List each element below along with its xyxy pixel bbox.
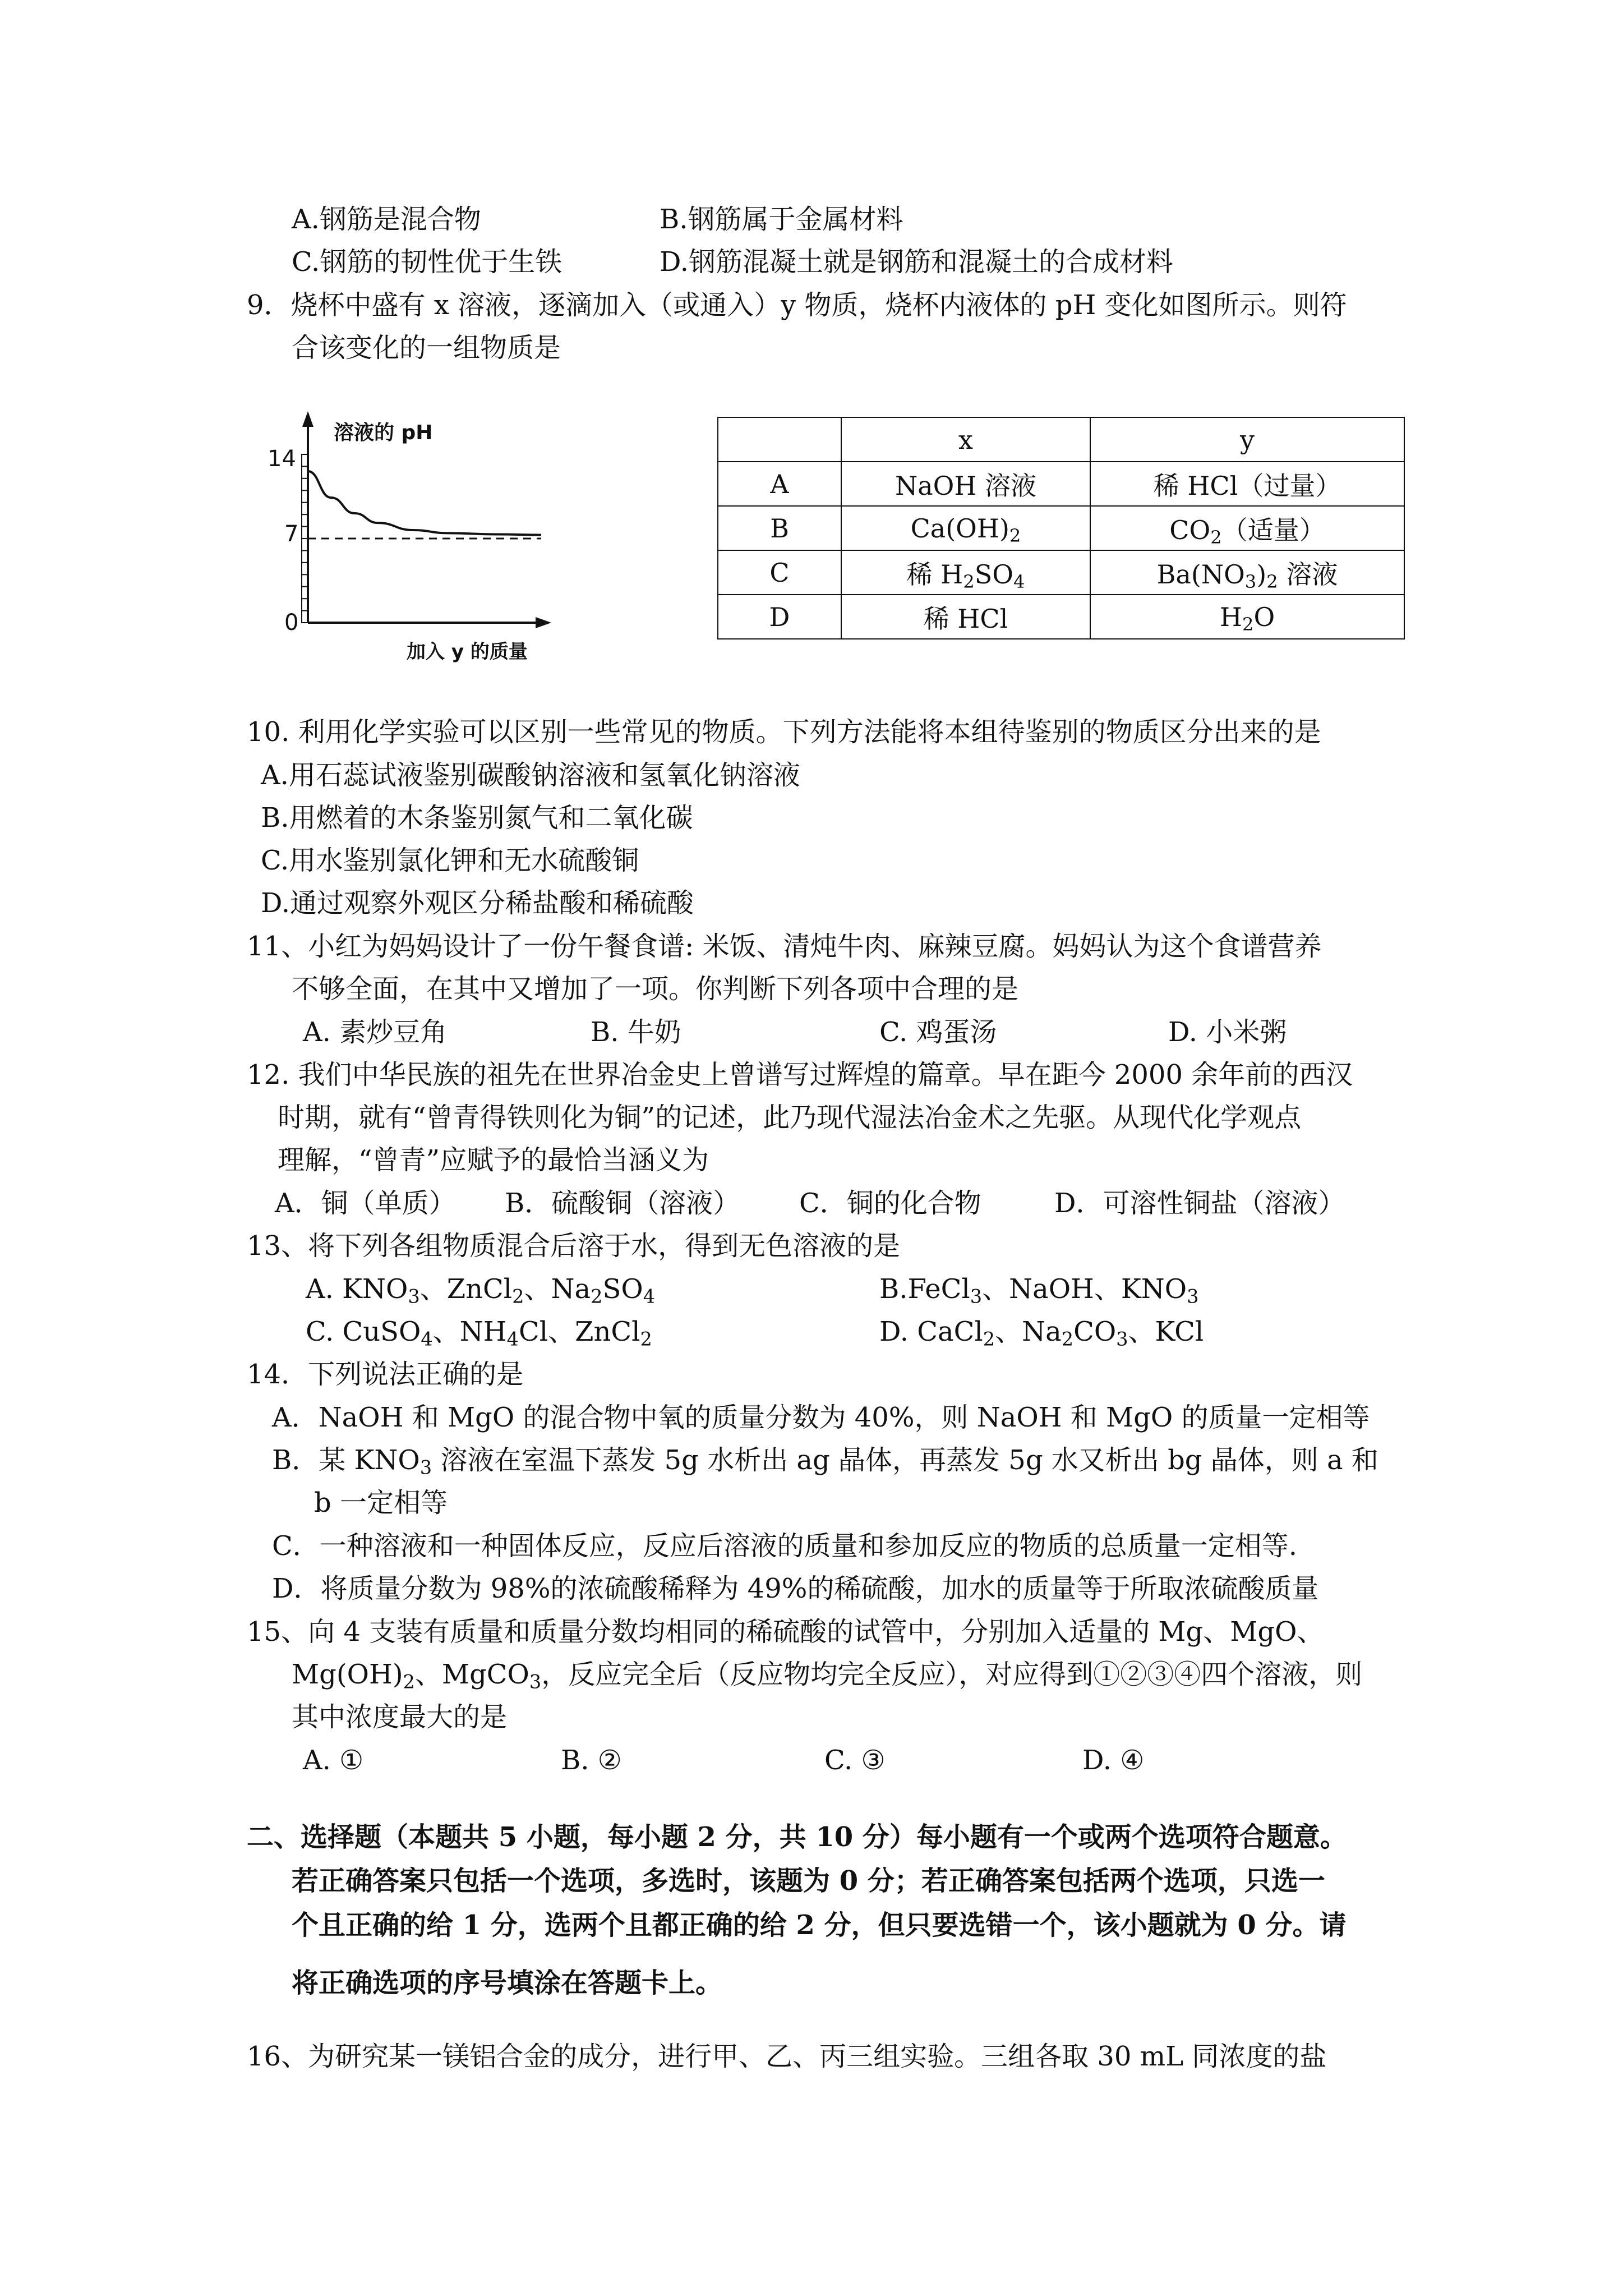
ph-chart-xlabel: 加入 y 的质量	[407, 641, 528, 663]
q12-option-c: C．铜的化合物	[799, 1188, 981, 1219]
table-row-key: C	[718, 550, 841, 595]
table-cell-y: $CO_2$（适量）	[1090, 506, 1404, 550]
table-row	[718, 550, 1404, 595]
ph-chart-series-line	[308, 471, 541, 535]
q13-option-b: B.FeCl$_3$、NaOH、$KNO_3$	[879, 1273, 1199, 1308]
q14-option-b-line2: b 一定相等	[314, 1487, 448, 1519]
q14-option-b-line1: B．某 $KNO_3$ 溶液在室温下蒸发 5g 水析出 ag 晶体，再蒸发 5g 水又析出 bg 晶体，则 a 和	[272, 1444, 1378, 1479]
q15-option-c: C. ③	[824, 1745, 886, 1776]
q15-option-a: A. ①	[303, 1745, 364, 1776]
table-row-key: D	[718, 595, 841, 639]
q11-stem-line1: 11、小红为妈妈设计了一份午餐食谱: 米饭、清炖牛肉、麻辣豆腐。妈妈认为这个食谱营养	[247, 931, 1322, 962]
section2-heading-line2: 若正确答案只包括一个选项，多选时，该题为 0 分；若正确答案包括两个选项，只选一	[292, 1865, 1325, 1897]
q11-option-c: C. 鸡蛋汤	[879, 1016, 997, 1048]
ph-chart-y-arrow	[302, 411, 313, 427]
ph-chart	[238, 407, 575, 665]
q14-option-c: C．一种溶液和一种固体反应，反应后溶液的质量和参加反应的物质的总质量一定相等.	[272, 1530, 1297, 1562]
table-cell-y: 稀 HCl（过量）	[1090, 462, 1404, 506]
q10-option-a: A.用石蕊试液鉴别碳酸钠溶液和氢氧化钠溶液	[261, 760, 800, 791]
q10-option-b: B.用燃着的木条鉴别氮气和二氧化碳	[261, 802, 693, 834]
ph-chart-x-arrow	[536, 617, 551, 628]
q11-stem-line2: 不够全面，在其中又增加了一项。你判断下列各项中合理的是	[292, 973, 1019, 1005]
q14-option-d: D．将质量分数为 98%的浓硫酸稀释为 49%的稀硫酸，加水的质量等于所取浓硫酸质量	[272, 1573, 1319, 1604]
q13-option-a: A. $KNO_3$、ZnCl$_2$、$Na_2SO_4$	[306, 1273, 656, 1308]
q15-stem-line3: 其中浓度最大的是	[292, 1701, 508, 1733]
ph-chart-ytick-0: 0	[284, 610, 299, 636]
q12-stem-line3: 理解，“曾青”应赋予的最恰当涵义为	[278, 1144, 709, 1176]
ph-chart-ytick-14: 14	[268, 446, 296, 472]
q11-option-b: B. 牛奶	[591, 1016, 681, 1048]
q10-stem: 10. 利用化学实验可以区别一些常见的物质。下列方法能将本组待鉴别的物质区分出来的是	[247, 716, 1321, 748]
ph-chart-ylabel: 溶液的 pH	[334, 421, 433, 444]
q9-stem-line2: 合该变化的一组物质是	[292, 332, 561, 364]
table-cell-y: $Ba(NO_3)_2$ 溶液	[1090, 550, 1404, 595]
q14-stem: 14．下列说法正确的是	[247, 1359, 524, 1390]
q8-option-c: C.钢筋的韧性优于生铁	[292, 246, 562, 278]
q8-option-a: A.钢筋是混合物	[292, 204, 481, 235]
q8-option-b: B.钢筋属于金属材料	[660, 204, 903, 235]
table-header-y: y	[1090, 417, 1404, 462]
section2-heading-line1: 二、选择题（本题共 5 小题，每小题 2 分，共 10 分）每小题有一个或两个选项符合题意。	[247, 1821, 1347, 1853]
q12-option-a: A．铜（单质）	[275, 1188, 456, 1219]
table-row-key: B	[718, 506, 841, 550]
q13-stem: 13、将下列各组物质混合后溶于水，得到无色溶液的是	[247, 1230, 901, 1262]
table-header-cell	[718, 417, 841, 462]
q12-option-d: D．可溶性铜盐（溶液）	[1054, 1188, 1345, 1219]
table-cell-y: $H_2O$	[1090, 595, 1404, 639]
table-cell-x: $Ca(OH)_2$	[841, 506, 1090, 550]
table-header-x: x	[841, 417, 1090, 462]
q13-option-c: C. CuSO$_4$、$NH_4Cl$、ZnCl$_2$	[306, 1316, 652, 1350]
q15-option-d: D. ④	[1082, 1745, 1145, 1776]
q16-stem-line1: 16、为研究某一镁铝合金的成分，进行甲、乙、丙三组实验。三组各取 30 mL 同浓度的盐	[247, 2041, 1327, 2072]
section2-heading-line4: 将正确选项的序号填涂在答题卡上。	[292, 1967, 723, 1999]
table-row	[718, 506, 1404, 550]
q11-option-a: A. 素炒豆角	[303, 1016, 448, 1048]
q12-stem-line1: 12. 我们中华民族的祖先在世界冶金史上曾谱写过辉煌的篇章。早在距今 2000 余年前的西汉	[247, 1059, 1353, 1091]
table-row-key: A	[718, 462, 841, 506]
q12-option-b: B．硫酸铜（溶液）	[505, 1188, 740, 1219]
q11-option-d: D. 小米粥	[1168, 1016, 1287, 1048]
table-cell-x: NaOH 溶液	[841, 462, 1090, 506]
q10-option-c: C.用水鉴别氯化钾和无水硫酸铜	[261, 845, 639, 876]
table-cell-x: 稀 HCl	[841, 595, 1090, 639]
table-cell-x: 稀 $H_2SO_4$	[841, 550, 1090, 595]
q15-stem-line2: $Mg(OH)_2$、MgCO$_3$，反应完全后（反应物均完全反应），对应得到①②③④四个溶液，则	[292, 1659, 1363, 1693]
q9-stem-line1: 9．烧杯中盛有 x 溶液，逐滴加入（或通入）y 物质，烧杯内液体的 pH 变化如图所示。则符	[247, 289, 1347, 321]
table-header-row	[718, 417, 1404, 462]
section2-heading-line3: 个且正确的给 1 分，选两个且都正确的给 2 分，但只要选错一个，该小题就为 0 分。请	[292, 1910, 1347, 1941]
table-row	[718, 595, 1404, 639]
q15-stem-line1: 15、向 4 支装有质量和质量分数均相同的稀硫酸的试管中，分别加入适量的 Mg、MgO、	[247, 1616, 1324, 1648]
q15-option-b: B. ②	[561, 1745, 622, 1776]
q10-option-d: D.通过观察外观区分稀盐酸和稀硫酸	[261, 887, 694, 919]
table-row	[718, 462, 1404, 506]
q9-answer-table	[717, 417, 1405, 639]
q12-stem-line2: 时期，就有“曾青得铁则化为铜”的记述，此乃现代湿法冶金术之先驱。从现代化学观点	[278, 1102, 1302, 1133]
q8-option-d: D.钢筋混凝土就是钢筋和混凝土的合成材料	[660, 246, 1174, 278]
ph-chart-ytick-7: 7	[284, 521, 299, 547]
q14-option-a: A．NaOH 和 MgO 的混合物中氧的质量分数为 40%，则 NaOH 和 MgO 的质量一定相等	[272, 1402, 1370, 1433]
q13-option-d: D. CaCl$_2$、$Na_2CO_3$、KCl	[879, 1316, 1204, 1350]
